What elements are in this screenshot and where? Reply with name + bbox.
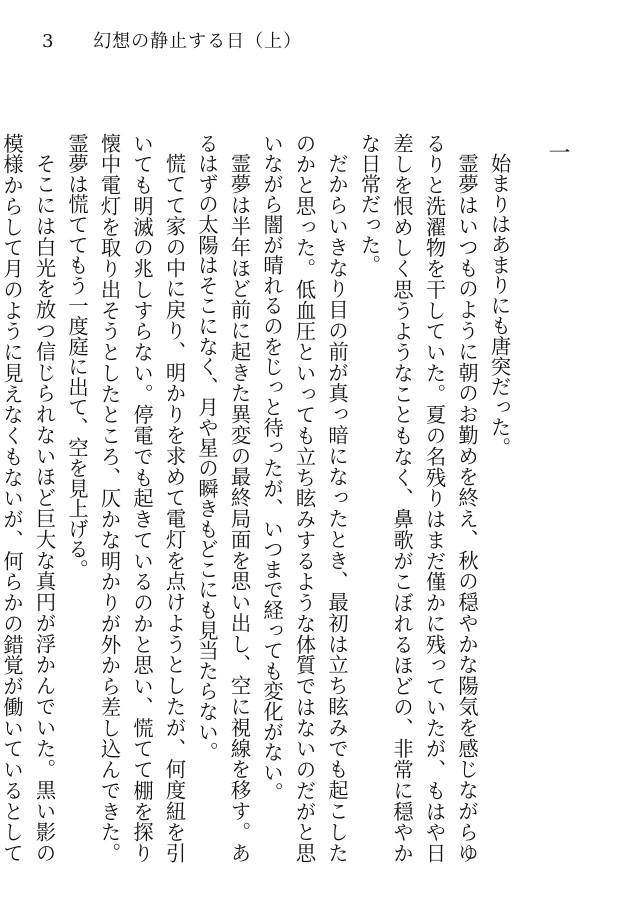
paragraph-3: だからいきなり目の前が真っ暗になったとき、最初は立ち眩みでも起こしたのかと思った。低血圧といっても立ち眩みするような体質ではないのだがと思いながら闇が晴れるのをじっと待ったが、いつまで経っても変化がない。 (260, 133, 349, 863)
chapter-heading: 一 (545, 141, 570, 163)
paragraph-4: 霊夢は半年ほど前に起きた異変の最終局面を思い出し、空に視線を移す。あるはずの太陽はそこになく、月や星の瞬きもどこにも見当たらない。 (195, 133, 252, 863)
page-header (42, 30, 302, 54)
paragraph-6: そこには白光を放つ信じられないほど巨大な真円が浮かんでいた。黒い影の模様からして月のように見えなくもないが、何らかの錯覚が働いているとして (0, 133, 57, 863)
paragraph-1: 始まりはあまりにも唐突だった。 (487, 153, 512, 458)
paragraph-5: 慌てて家の中に戻り、明かりを求めて電灯を点けようとしたが、何度紐を引いても明滅の兆しすらない。停電でも起きているのかと思い、慌てて棚を探り懐中電灯を取り出そうとしたところ、仄かな明かりが外から差し込んできた。霊夢は慌ててもう一度庭に出て、空を見上げる。 (65, 133, 187, 863)
running-title: 幻想の静止する日（上） (93, 31, 303, 52)
page-number: 3 (42, 31, 54, 52)
paragraph-2: 霊夢はいつものように朝のお勤めを終え、秋の穏やかな陽気を感じながらゆるりと洗濯物を干していた。夏の名残りはまだ僅かに残っていたが、もはや日差しを恨めしく思うようなこともなく、鼻歌がこぼれるほどの、非常に穏やかな日常だった。 (357, 133, 479, 863)
vertical-text-body (0, 133, 573, 863)
